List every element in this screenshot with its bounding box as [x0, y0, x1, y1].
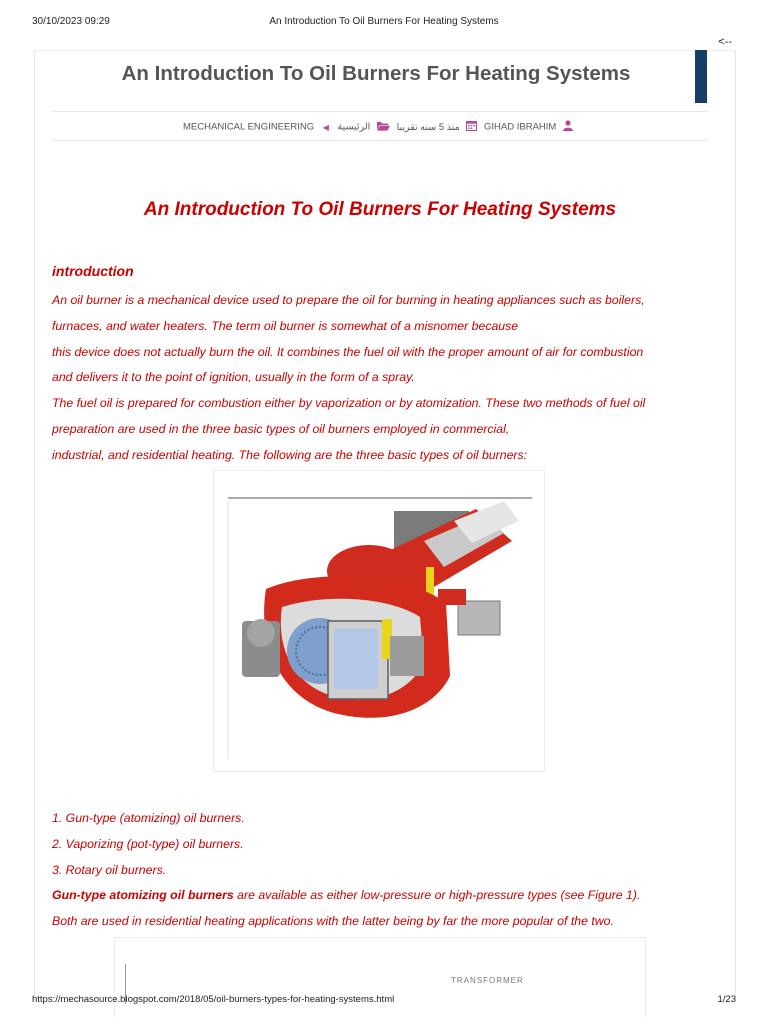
list-item: 2. Vaporizing (pot-type) oil burners. — [52, 836, 244, 851]
calendar-icon — [466, 120, 477, 134]
print-timestamp: 30/10/2023 09:29 — [32, 16, 110, 27]
print-header — [32, 16, 736, 32]
diagram-label: TRANSFORMER — [451, 976, 524, 985]
list-item: 1. Gun-type (atomizing) oil burners. — [52, 811, 245, 825]
post-title: An Introduction To Oil Burners For Heating Systems — [121, 62, 631, 85]
divider — [52, 140, 708, 141]
text-line: furnaces, and water heaters. The term oil burner is somewhat of a misnomer because — [52, 318, 519, 333]
print-document-title: An Introduction To Oil Burners For Heating Systems — [269, 16, 499, 27]
bold-term: Gun-type atomizing oil burners — [52, 888, 234, 903]
list-item: 3. Rotary oil burners. — [52, 862, 167, 877]
introduction-heading: introduction — [52, 263, 134, 279]
page-number: 1/23 — [717, 994, 736, 1005]
page-url: https://mechasource.blogspot.com/2018/05/oil-burners-types-for-heating-systems.html — [32, 994, 395, 1005]
text-line: The fuel oil is prepared for combustion either by vaporization or by atomization. These two methods of fuel oil — [52, 396, 646, 411]
text-line: preparation are used in the three basic types of oil burners employed in commercial, — [52, 421, 510, 436]
folder-icon — [377, 121, 390, 134]
text-span: are available as either low-pressure or high-pressure types (see Figure 1). — [233, 888, 641, 903]
user-icon — [563, 120, 573, 134]
print-footer — [32, 994, 736, 1008]
divider — [52, 111, 708, 112]
text-line — [52, 883, 722, 909]
side-accent-bar — [695, 50, 707, 103]
chevron-left-icon: ◀ — [322, 122, 329, 132]
home-link[interactable]: الرئيسية — [337, 121, 371, 133]
text-line: An oil burner is a mechanical device used to prepare the oil for burning in heating appliances such as boilers, — [52, 293, 645, 307]
post-meta — [52, 120, 708, 134]
category-link[interactable]: MECHANICAL ENGINEERING — [183, 121, 315, 133]
back-link[interactable]: <-- — [718, 36, 732, 48]
text-line: Both are used in residential heating applications with the latter being by far the more popular of the two. — [52, 914, 614, 929]
post-date: منذ 5 سنه تقريبا — [396, 121, 460, 133]
oil-burner-illustration — [213, 470, 545, 772]
text-line: industrial, and residential heating. The following are the three basic types of oil burners: — [52, 447, 528, 462]
text-line: and delivers it to the point of ignition, usually in the form of a spray. — [52, 370, 415, 385]
content-title: An Introduction To Oil Burners For Heating Systems — [143, 199, 617, 220]
burner-types-text — [52, 806, 722, 935]
text-line: this device does not actually burn the oil. It combines the fuel oil with the proper amount of air for combustion — [52, 344, 644, 359]
introduction-text — [52, 288, 722, 469]
author-link[interactable]: GIHAD IBRAHIM — [484, 121, 557, 133]
